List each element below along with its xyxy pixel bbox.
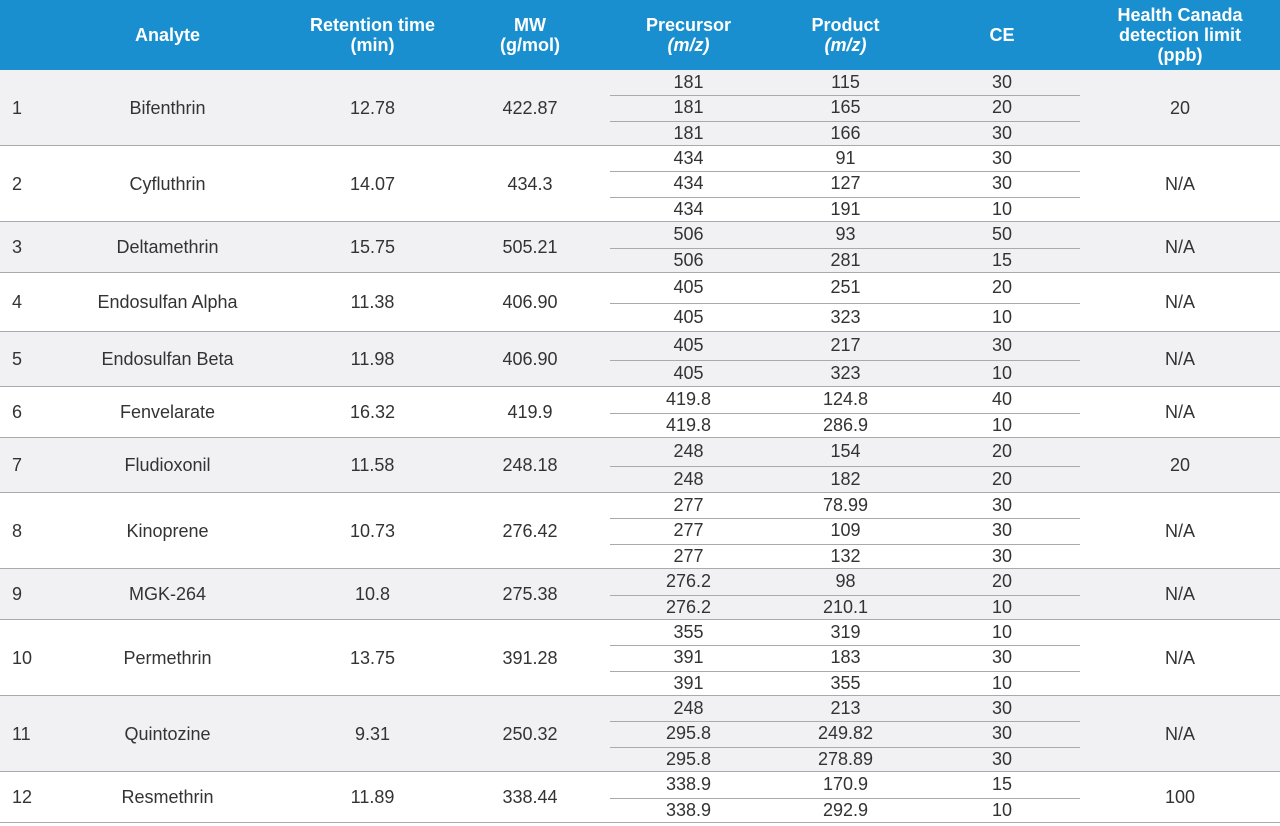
transition-divider <box>610 518 1080 519</box>
product-mz: 286.9 <box>822 414 869 435</box>
collision-energy: 10 <box>991 414 1013 435</box>
transition-divider <box>610 171 1080 172</box>
row-number: 9 <box>12 584 23 604</box>
product-mz: 165 <box>830 97 861 118</box>
product-mz: 251 <box>830 277 861 298</box>
transition-divider <box>610 197 1080 198</box>
analyte-name: MGK-264 <box>128 584 207 604</box>
analyte-name: Endosulfan Beta <box>101 349 234 369</box>
product-mz: 132 <box>830 545 861 566</box>
precursor-mz: 338.9 <box>665 774 712 795</box>
detection-limit: N/A <box>1164 584 1195 604</box>
product-mz: 78.99 <box>822 495 869 516</box>
row-number: 1 <box>12 97 23 118</box>
retention-time: 11.98 <box>350 349 395 369</box>
collision-energy: 10 <box>991 306 1013 327</box>
molecular-weight: 406.90 <box>502 292 558 312</box>
molecular-weight: 391.28 <box>502 647 558 668</box>
precursor-mz: 391 <box>673 672 704 693</box>
transition-divider <box>610 798 1080 799</box>
table-header <box>0 0 1280 70</box>
precursor-mz: 338.9 <box>665 799 712 820</box>
row-number: 7 <box>12 455 23 475</box>
precursor-mz: 405 <box>673 306 704 327</box>
product-mz: 210.1 <box>822 596 869 617</box>
collision-energy: 20 <box>991 441 1013 462</box>
product-mz: 170.9 <box>822 774 869 795</box>
precursor-mz: 276.2 <box>665 596 712 617</box>
product-mz: 249.82 <box>817 723 874 744</box>
product-mz: 213 <box>830 698 861 719</box>
collision-energy: 10 <box>991 362 1013 383</box>
molecular-weight: 422.87 <box>502 97 558 118</box>
analyte-name: Kinoprene <box>126 520 209 541</box>
precursor-mz: 506 <box>673 249 704 270</box>
transition-divider <box>610 95 1080 96</box>
collision-energy: 30 <box>991 748 1013 769</box>
product-mz: 127 <box>830 173 861 194</box>
collision-energy: 10 <box>991 799 1013 820</box>
molecular-weight: 434.3 <box>507 173 553 194</box>
table-row <box>0 438 1280 493</box>
precursor-mz: 355 <box>673 622 704 643</box>
collision-energy: 15 <box>991 774 1013 795</box>
precursor-mz: 181 <box>673 122 704 143</box>
retention-time: 11.89 <box>350 787 395 807</box>
header-precursor: Precursor (m/z) <box>645 15 732 55</box>
collision-energy: 30 <box>991 173 1013 194</box>
table-row <box>0 273 1280 332</box>
table-row <box>0 222 1280 273</box>
collision-energy: 30 <box>991 122 1013 143</box>
retention-time: 13.75 <box>349 647 396 668</box>
detection-limit: N/A <box>1164 647 1195 668</box>
transition-divider <box>610 360 1080 361</box>
product-mz: 217 <box>830 335 861 356</box>
retention-time: 10.73 <box>349 520 396 541</box>
precursor-mz: 405 <box>673 277 704 298</box>
collision-energy: 10 <box>991 596 1013 617</box>
collision-energy: 30 <box>991 72 1013 93</box>
table-row <box>0 493 1280 569</box>
product-mz: 355 <box>830 672 861 693</box>
precursor-mz: 434 <box>673 148 704 169</box>
molecular-weight: 275.38 <box>502 584 558 604</box>
retention-time: 15.75 <box>349 237 396 257</box>
transition-divider <box>610 671 1080 672</box>
row-number: 4 <box>12 292 23 312</box>
molecular-weight: 505.21 <box>502 237 558 257</box>
analyte-name: Fenvelarate <box>119 402 216 422</box>
detection-limit: N/A <box>1164 402 1195 422</box>
collision-energy: 30 <box>991 723 1013 744</box>
row-number: 5 <box>12 349 23 369</box>
product-mz: 183 <box>830 647 861 668</box>
product-mz: 98 <box>835 571 856 592</box>
row-number: 3 <box>12 237 23 257</box>
detection-limit: N/A <box>1164 292 1195 312</box>
molecular-weight: 250.32 <box>502 723 558 744</box>
collision-energy: 10 <box>991 622 1013 643</box>
header-number <box>0 0 40 70</box>
product-mz: 166 <box>830 122 861 143</box>
product-mz: 319 <box>830 622 861 643</box>
precursor-mz: 434 <box>673 173 704 194</box>
transition-divider <box>610 466 1080 467</box>
header-retention-time: Retention time (min) <box>309 15 435 55</box>
precursor-mz: 419.8 <box>665 389 712 410</box>
analyte-name: Cyfluthrin <box>129 173 206 194</box>
product-mz: 115 <box>831 72 860 93</box>
row-number: 2 <box>12 173 23 194</box>
collision-energy: 20 <box>991 468 1013 489</box>
header-product: Product (m/z) <box>811 15 880 55</box>
collision-energy: 30 <box>991 495 1013 516</box>
product-mz: 278.89 <box>817 748 874 769</box>
row-number: 11 <box>12 723 31 744</box>
product-mz: 191 <box>830 198 861 219</box>
table-row <box>0 569 1280 620</box>
row-number: 8 <box>12 520 23 541</box>
collision-energy: 20 <box>991 97 1013 118</box>
table-row <box>0 696 1280 772</box>
precursor-mz: 405 <box>673 335 704 356</box>
transition-divider <box>610 721 1080 722</box>
precursor-mz: 405 <box>673 362 704 383</box>
product-mz: 109 <box>830 520 861 541</box>
molecular-weight: 419.9 <box>507 402 553 422</box>
analyte-name: Permethrin <box>123 647 212 668</box>
collision-energy: 30 <box>991 647 1013 668</box>
collision-energy: 30 <box>991 148 1013 169</box>
table-row <box>0 332 1280 387</box>
collision-energy: 30 <box>991 335 1013 356</box>
analyte-name: Endosulfan Alpha <box>97 292 238 312</box>
table-row <box>0 146 1280 222</box>
retention-time: 14.07 <box>349 173 396 194</box>
analyte-name: Deltamethrin <box>116 237 219 257</box>
product-mz: 281 <box>830 249 861 270</box>
collision-energy: 10 <box>991 198 1013 219</box>
transition-divider <box>610 413 1080 414</box>
analyte-name: Quintozine <box>124 723 211 744</box>
precursor-mz: 277 <box>673 545 704 566</box>
product-mz: 323 <box>830 362 861 383</box>
product-mz: 154 <box>830 441 861 462</box>
product-mz: 124.8 <box>822 389 869 410</box>
row-number: 12 <box>12 787 33 807</box>
detection-limit: N/A <box>1164 520 1195 541</box>
detection-limit: N/A <box>1164 173 1195 194</box>
product-mz: 91 <box>835 148 856 169</box>
detection-limit: 20 <box>1169 97 1191 118</box>
precursor-mz: 277 <box>673 520 704 541</box>
precursor-mz: 391 <box>673 647 704 668</box>
header-analyte: Analyte <box>134 25 201 45</box>
retention-time: 9.31 <box>354 723 391 744</box>
retention-time: 12.78 <box>349 97 396 118</box>
transition-divider <box>610 595 1080 596</box>
detection-limit: 20 <box>1169 455 1191 475</box>
table-row <box>0 387 1280 438</box>
table-row <box>0 70 1280 146</box>
molecular-weight: 338.44 <box>502 787 558 807</box>
transition-divider <box>610 645 1080 646</box>
collision-energy: 50 <box>991 224 1013 245</box>
analyte-name: Bifenthrin <box>129 97 206 118</box>
collision-energy: 10 <box>991 672 1013 693</box>
header-ce: CE <box>989 25 1015 45</box>
precursor-mz: 295.8 <box>665 723 712 744</box>
collision-energy: 30 <box>991 698 1013 719</box>
retention-time: 11.38 <box>350 292 395 312</box>
analyte-name: Fludioxonil <box>124 455 211 475</box>
collision-energy: 30 <box>991 520 1013 541</box>
molecular-weight: 406.90 <box>502 349 558 369</box>
transition-divider <box>610 747 1080 748</box>
precursor-mz: 277 <box>673 495 704 516</box>
table-row <box>0 620 1280 696</box>
precursor-mz: 434 <box>673 198 704 219</box>
header-detection-limit: Health Canada detection limit (ppb) <box>1117 5 1243 65</box>
analyte-name: Resmethrin <box>121 787 214 807</box>
collision-energy: 30 <box>991 545 1013 566</box>
table-row <box>0 772 1280 823</box>
precursor-mz: 181 <box>673 72 704 93</box>
precursor-mz: 248 <box>673 441 704 462</box>
retention-time: 11.58 <box>350 455 395 475</box>
retention-time: 16.32 <box>349 402 396 422</box>
product-mz: 292.9 <box>822 799 869 820</box>
product-mz: 323 <box>830 306 861 327</box>
precursor-mz: 181 <box>673 97 704 118</box>
detection-limit: N/A <box>1164 349 1195 369</box>
molecular-weight: 248.18 <box>502 455 558 475</box>
collision-energy: 20 <box>991 277 1013 298</box>
header-mw: MW (g/mol) <box>500 15 560 55</box>
detection-limit: N/A <box>1164 723 1195 744</box>
row-divider <box>0 822 1280 823</box>
transition-divider <box>610 544 1080 545</box>
transition-divider <box>610 121 1080 122</box>
precursor-mz: 248 <box>673 698 704 719</box>
retention-time: 10.8 <box>354 584 391 604</box>
precursor-mz: 248 <box>673 468 704 489</box>
precursor-mz: 506 <box>673 224 704 245</box>
product-mz: 182 <box>830 468 861 489</box>
transition-divider <box>610 303 1080 304</box>
collision-energy: 20 <box>991 571 1013 592</box>
row-number: 6 <box>12 402 23 422</box>
transition-divider <box>610 248 1080 249</box>
product-mz: 93 <box>835 224 856 245</box>
row-number: 10 <box>12 647 33 668</box>
collision-energy: 15 <box>991 249 1013 270</box>
precursor-mz: 276.2 <box>665 571 712 592</box>
collision-energy: 40 <box>991 389 1013 410</box>
precursor-mz: 295.8 <box>665 748 712 769</box>
precursor-mz: 419.8 <box>665 414 712 435</box>
detection-limit: 100 <box>1164 787 1196 807</box>
detection-limit: N/A <box>1164 237 1195 257</box>
molecular-weight: 276.42 <box>502 520 558 541</box>
